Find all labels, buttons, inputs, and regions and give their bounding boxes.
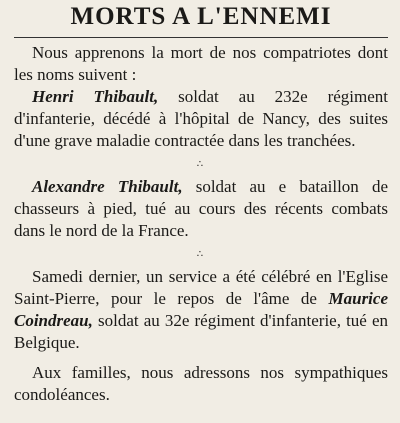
entry-alexandre-thibault: [14, 176, 388, 242]
entry-text: soldat au 232e régiment d'infanterie, décédé à l'hôpital de Nancy, des suites d'une grave maladie contractée dans les tranchées.: [14, 87, 388, 150]
article-title: MORTS A L'ENNEMI: [70, 3, 332, 30]
entry-maurice-coindreau: [14, 266, 388, 354]
intro-paragraph: Nous apprenons la mort de nos compatriotes dont les noms suivent :: [14, 43, 388, 84]
star-separator: ∴: [196, 249, 206, 260]
entry-text: soldat au e bataillon de chasseurs à pied, tué au cours des récents combats dans le nord de la France.: [14, 177, 388, 240]
title-rule: [14, 37, 388, 38]
soldier-name: Henri Thibault,: [32, 87, 159, 106]
entry-text: soldat au 32e régiment d'infanterie, tué en Belgique.: [14, 311, 388, 352]
soldier-name: Maurice Coindreau,: [14, 289, 388, 330]
entry-henri-thibault: [14, 86, 388, 152]
entry-text: Samedi dernier, un service a été célébré en l'Eglise Saint-Pierre, pour le repos de l'âme de: [14, 267, 388, 308]
soldier-name: Alexandre Thibault,: [32, 177, 183, 196]
star-separator: ∴: [196, 159, 206, 170]
closing-paragraph: Aux familles, nous adressons nos sympathiques condoléances.: [14, 363, 388, 404]
